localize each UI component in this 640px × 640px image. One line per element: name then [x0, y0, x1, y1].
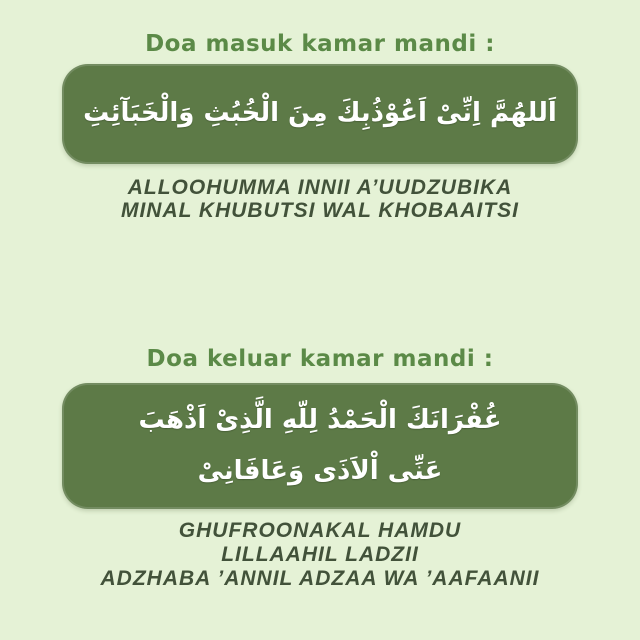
- doa-keluar-title: Doa keluar kamar mandi :: [146, 346, 494, 372]
- doa-keluar-arabic-panel: [62, 383, 578, 509]
- doa-masuk-transliteration-line-1: ALLOOHUMMA INNII A’UUDZUBIKA: [127, 176, 513, 199]
- doa-keluar-transliteration-line-2: LILLAAHIL LADZII: [221, 543, 419, 566]
- doa-masuk-transliteration-line-2: MINAL KHUBUTSI WAL KHOBAAITSI: [120, 199, 520, 222]
- doa-keluar-transliteration-line-1: GHUFROONAKAL HAMDU: [178, 519, 462, 542]
- doa-masuk-transliteration: [0, 176, 640, 222]
- doa-keluar-transliteration: [0, 519, 640, 591]
- doa-masuk-arabic-text: اَللهُمَّ اِنِّىْ اَعُوْذُبِكَ مِنَ الْخُبُثِ وَالْخَبَآئِثِ: [83, 98, 557, 129]
- doa-masuk-title: Doa masuk kamar mandi :: [145, 31, 495, 57]
- doa-keluar-arabic-text-line-1: غُفْرَانَكَ الْحَمْدُ لِلّهِ الَّذِىْ اَذْهَبَ: [138, 404, 502, 435]
- doa-keluar-arabic-text-line-2: عَنِّى اْلاَذَى وَعَافَانِىْ: [197, 456, 443, 486]
- doa-masuk-arabic-panel: [62, 64, 578, 164]
- doa-keluar-transliteration-line-3: ADZHABA ’ANNIL ADZAA WA ’AAFAANII: [100, 567, 540, 590]
